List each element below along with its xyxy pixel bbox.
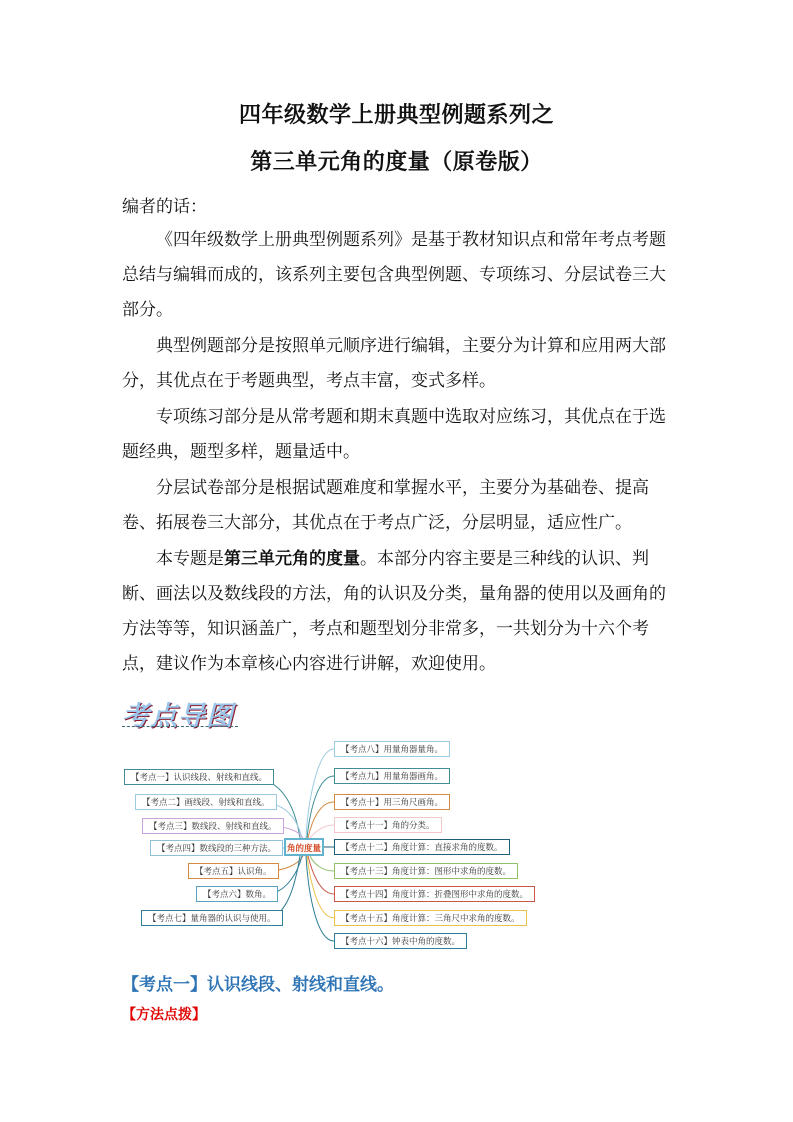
mindmap-node-2: 【考点二】画线段、射线和直线。 xyxy=(135,794,277,810)
mindmap-node-5: 【考点五】认识角。 xyxy=(188,863,279,879)
method-label: 【方法点拨】 xyxy=(122,1007,206,1023)
mindmap-node-11: 【考点十一】角的分类。 xyxy=(334,817,442,833)
topic-prefix: 本专题是 xyxy=(156,549,224,569)
mindmap-image xyxy=(118,740,529,955)
mindmap-node-15: 【考点十五】角度计算：三角尺中求角的度数。 xyxy=(334,910,527,926)
mindmap-node-14: 【考点十四】角度计算：折叠图形中求角的度数。 xyxy=(334,886,535,902)
mindmap-center-node: 角的度量 xyxy=(284,838,324,856)
mindmap-node-6: 【考点六】数角。 xyxy=(196,886,278,902)
mindmap-node-7: 【考点七】量角器的认识与使用。 xyxy=(141,910,283,926)
paragraph-topic xyxy=(122,542,677,682)
mindmap-node-4: 【考点四】数线段的三种方法。 xyxy=(150,840,283,856)
mindmap-node-10: 【考点十】用三角尺画角。 xyxy=(334,794,450,810)
paragraph-layered-tests: 分层试卷部分是根据试题难度和掌握水平，主要分为基础卷、提高卷、拓展卷三大部分，其优点在于考点广泛，分层明显，适应性广。 xyxy=(122,478,649,533)
document-title-line2: 第三单元角的度量（原卷版） xyxy=(250,150,543,175)
mindmap-node-12: 【考点十二】角度计算：直接求角的度数。 xyxy=(334,839,510,855)
mindmap-title: 考点导图 xyxy=(122,701,234,732)
editor-label: 编者的话： xyxy=(122,197,207,217)
mindmap-node-8: 【考点八】用量角器量角。 xyxy=(334,741,450,757)
mindmap-node-3: 【考点三】数线段、射线和直线。 xyxy=(142,818,284,834)
mindmap-node-9: 【考点九】用量角器画角。 xyxy=(334,768,450,784)
mindmap-node-1: 【考点一】认识线段、射线和直线。 xyxy=(124,769,274,785)
paragraph-special-practice: 专项练习部分是从常考题和期末真题中选取对应练习，其优点在于选题经典，题型多样，题量适中。 xyxy=(122,407,666,462)
topic-suffix: 。本部分内容主要是三种线的认识、判断、画法以及数线段的方法，角的认识及分类，量角器的使用以及画角的方法等等，知识涵盖广，考点和题型划分非常多，一共划分为十六个考点，建议作为本章核心内容进行讲解，欢迎使用。 xyxy=(122,549,666,674)
mindmap-node-13: 【考点十三】角度计算：图形中求角的度数。 xyxy=(334,863,518,879)
paragraph-intro: 《四年级数学上册典型例题系列》是基于教材知识点和常年考点考题总结与编辑而成的，该系列主要包含典型例题、专项练习、分层试卷三大部分。 xyxy=(122,230,666,320)
topic-name: 第三单元角的度量 xyxy=(224,549,360,569)
mindmap-title-underline xyxy=(122,726,238,727)
section-heading: 【考点一】认识线段、射线和直线。 xyxy=(122,975,394,995)
paragraph-typical-examples: 典型例题部分是按照单元顺序进行编辑，主要分为计算和应用两大部分，其优点在于考题典型，考点丰富，变式多样。 xyxy=(122,336,666,391)
document-title-line1: 四年级数学上册典型例题系列之 xyxy=(238,103,554,128)
mindmap-node-16: 【考点十六】钟表中角的度数。 xyxy=(334,933,467,949)
